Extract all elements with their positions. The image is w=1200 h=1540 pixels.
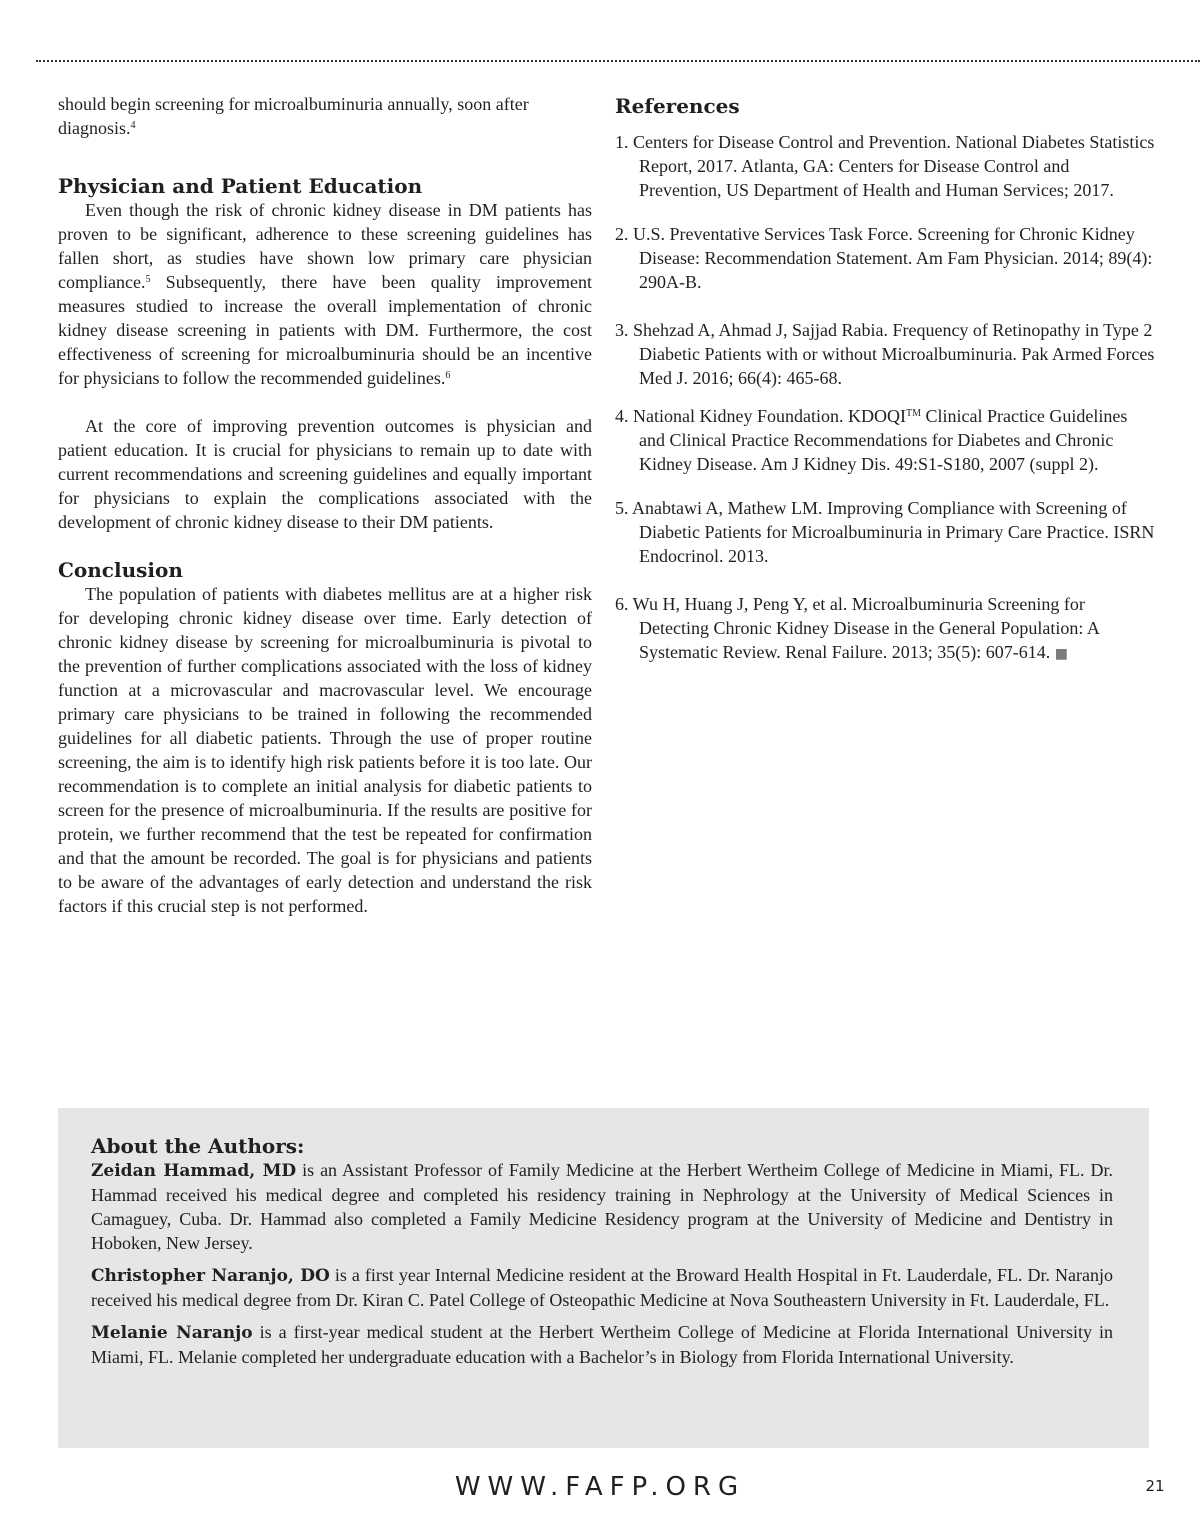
about-authors-heading: About the Authors:	[91, 1134, 305, 1158]
citation-superscript: 5	[145, 274, 151, 285]
trademark-superscript: TM	[905, 408, 921, 419]
citation-superscript: 4	[130, 120, 136, 131]
physician-p1-text-b: Subsequently, there have been quality improvement measures studied to increase the overall implementation of chronic kidney disease screening in patients with DM. Furthermore, the cost effectiveness of screening for microalbuminuria should be an incentive for physicians to follow the recommended guidelines.	[58, 272, 592, 388]
intro-text: should begin screening for microalbuminuria annually, soon after diagnosis.	[58, 94, 529, 138]
author-bio-text: is a first year Internal Medicine resident at the Broward Health Hospital in Ft. Lauderdale, FL. Dr. Naranjo received his medical degree from Dr. Kiran C. Patel College of Osteopathic Medicine at Nova Southeastern University in Ft. Lauderdale, FL.	[91, 1265, 1113, 1310]
references-column	[615, 92, 1155, 666]
references-heading: References	[615, 94, 740, 118]
page-number: 21	[1145, 1477, 1165, 1495]
reference-item-3: 3. Shehzad A, Ahmad J, Sajjad Rabia. Frequency of Retinopathy in Type 2 Diabetic Patients with or without Microalbuminuria. Pak Armed Forces Med J. 2016; 66(4): 465-68.	[615, 320, 1155, 388]
author-name: Zeidan Hammad, MD	[91, 1161, 297, 1181]
author-name: Christopher Naranjo, DO	[91, 1266, 330, 1286]
reference-4-text-b: Clinical Practice Guidelines and Clinical Practice Recommendations for Diabetes and Chronic Kidney Disease. Am J Kidney Dis. 49:S1-S180, 2007 (suppl 2).	[639, 406, 1128, 474]
end-of-article-square-icon: ■	[1054, 646, 1068, 662]
author-bio-text: is an Assistant Professor of Family Medicine at the Herbert Wertheim College of Medicine in Miami, FL. Dr. Hammad received his medical degree and completed his residency training in Nephrology at the University of Medical Sciences in Camaguey, Cuba. Dr. Hammad also completed a Family Medicine Residency program at the University of Medicine and Dentistry in Hoboken, New Jersey.	[91, 1160, 1113, 1253]
top-dotted-divider	[36, 60, 1200, 62]
citation-superscript: 6	[445, 370, 451, 381]
author-bio-text: is a first-year medical student at the Herbert Wertheim College of Medicine at Florida International University in Miami, FL. Melanie completed her undergraduate education with a Bachelor’s in Biology from Florida International University.	[91, 1322, 1113, 1367]
physician-education-heading: Physician and Patient Education	[58, 174, 423, 198]
reference-item-4	[615, 404, 1155, 476]
left-column	[58, 92, 592, 918]
physician-paragraph-1	[58, 198, 592, 390]
intro-paragraph	[58, 92, 592, 140]
about-authors-box	[58, 1108, 1149, 1448]
physician-paragraph-2: At the core of improving prevention outcomes is physician and patient education. It is crucial for physicians to remain up to date with current recommendations and screening guidelines and equally important for physicians to explain the complications associated with the development of chronic kidney disease to their DM patients.	[58, 416, 592, 532]
reference-item-6	[615, 592, 1155, 666]
physician-p1-text-a: Even though the risk of chronic kidney disease in DM patients has proven to be significant, adherence to these screening guidelines has fallen short, as studies have shown low primary care physician compliance.	[58, 200, 592, 292]
reference-item-5: 5. Anabtawi A, Mathew LM. Improving Compliance with Screening of Diabetic Patients for Microalbuminuria in Primary Care Practice. ISRN Endocrinol. 2013.	[615, 498, 1155, 566]
conclusion-paragraph: The population of patients with diabetes mellitus are at a higher risk for developing chronic kidney disease over time. Early detection of chronic kidney disease by screening for microalbuminuria is pivotal to the prevention of further complications associated with the loss of kidney function at a microvascular and macrovascular level. We encourage primary care physicians to be trained in following the recommended guidelines for all diabetic patients. Through the use of proper routine screening, the aim is to identify high risk patients before it is too late. Our recommendation is to complete an initial analysis for diabetic patients to screen for the presence of microalbuminuria. If the results are positive for protein, we further recommend that the test be repeated for confirmation and that the amount be recorded. The goal is for physicians and patients to be aware of the advantages of early detection and understand the risk factors if this crucial step is not performed.	[58, 584, 592, 916]
reference-6-text: 6. Wu H, Huang J, Peng Y, et al. Microalbuminuria Screening for Detecting Chronic Kidney Disease in the General Population: A Systematic Review. Renal Failure. 2013; 35(5): 607-614.	[615, 594, 1099, 662]
reference-item-2: 2. U.S. Preventative Services Task Force. Screening for Chronic Kidney Disease: Recommendation Statement. Am Fam Physician. 2014; 89(4): 290A-B.	[615, 224, 1153, 292]
author-bio	[91, 1320, 1113, 1369]
about-authors-content	[91, 1134, 1113, 1377]
author-bio	[91, 1158, 1113, 1255]
reference-item-1: 1. Centers for Disease Control and Prevention. National Diabetes Statistics Report, 2017. Atlanta, GA: Centers for Disease Control and Prevention, US Department of Health and Human Services; 2017.	[615, 132, 1155, 200]
conclusion-heading: Conclusion	[58, 558, 183, 582]
reference-4-text-a: 4. National Kidney Foundation. KDOQI	[615, 406, 906, 426]
references-list	[615, 130, 1155, 666]
author-bio	[91, 1263, 1113, 1312]
author-name: Melanie Naranjo	[91, 1323, 253, 1343]
footer-website-url: WWW.FAFP.ORG	[454, 1472, 746, 1502]
